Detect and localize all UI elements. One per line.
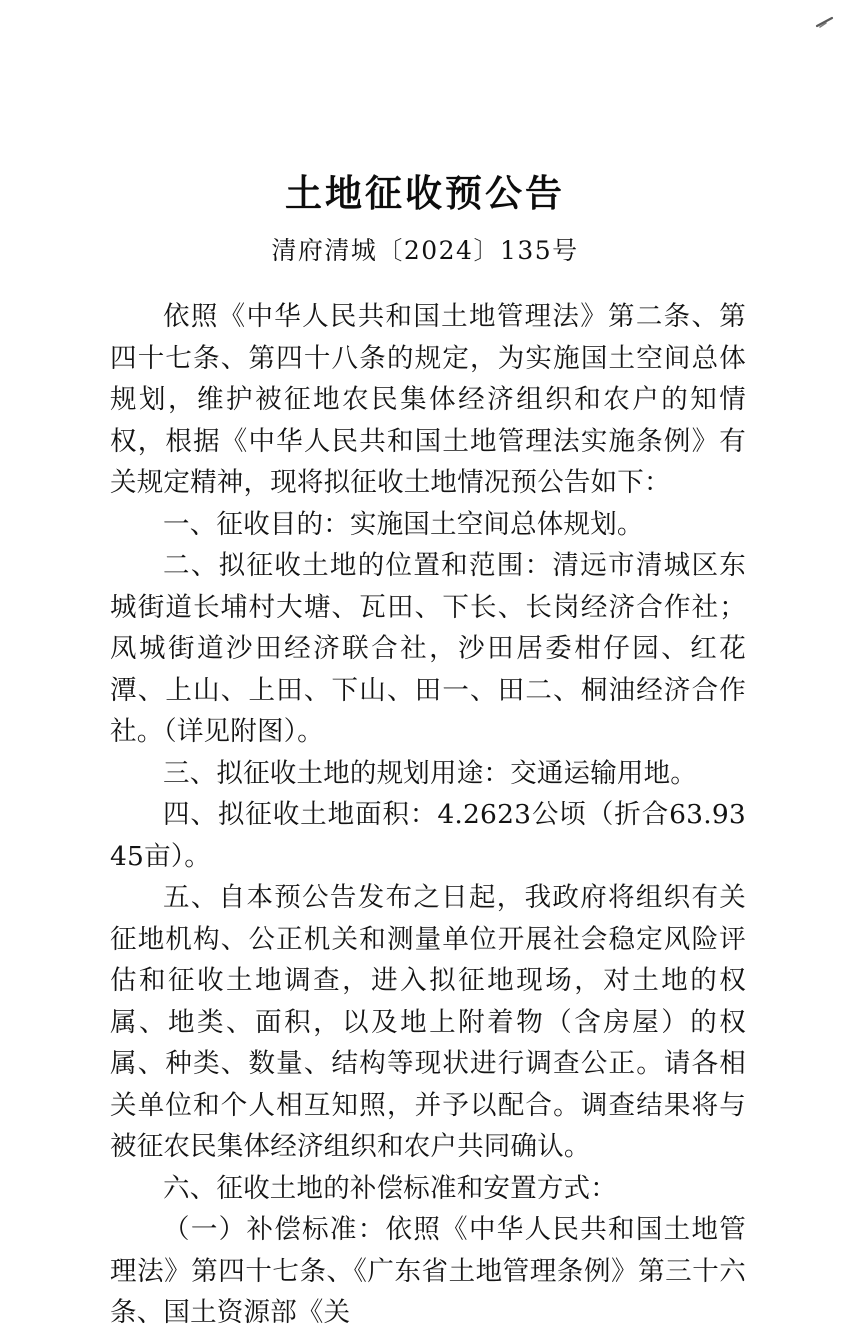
page-title: 土地征收预公告 xyxy=(285,170,565,215)
paragraph-section-five: 五、自本预公告发布之日起，我政府将组织有关征地机构、公正机关和测量单位开展社会稳定风险评估和征收土地调查，进入拟征地现场，对土地的权属、地类、面积，以及地上附着物（含房屋）的权属、种类、数量、结构等现状进行调查公正。请各相关单位和个人相互知照，并予以配合。调查结果将与被征农民集体经济组织和农户共同确认。 xyxy=(110,882,746,1162)
paragraph-section-four: 四、拟征收土地面积：4.2623公顷（折合63.9345亩）。 xyxy=(110,799,746,872)
scan-artifact-mark xyxy=(816,16,836,28)
paragraph-section-six: 六、征收土地的补偿标准和安置方式： xyxy=(163,1172,617,1204)
document-body xyxy=(110,296,746,1334)
document-number: 清府清城〔2024〕135号 xyxy=(271,236,579,265)
paragraph-section-two: 二、拟征收土地的位置和范围：清远市清城区东城街道长埔村大塘、瓦田、下长、长岗经济合作社；凤城街道沙田经济联合社，沙田居委柑仔园、红花潭、上山、上田、下山、田一、田二、桐油经济合作社。（详见附图）。 xyxy=(110,550,746,747)
paragraph-preamble: 依照《中华人民共和国土地管理法》第二条、第四十七条、第四十八条的规定，为实施国土空间总体规划，维护被征地农民集体经济组织和农户的知情权，根据《中华人民共和国土地管理法实施条例》有关规定精神，现将拟征收土地情况预公告如下： xyxy=(110,301,746,498)
paragraph-section-three: 三、拟征收土地的规划用途：交通运输用地。 xyxy=(163,757,697,789)
paragraph-section-one: 一、征收目的：实施国土空间总体规划。 xyxy=(163,508,644,540)
paragraph-section-six-item-one: （一）补偿标准：依照《中华人民共和国土地管理法》第四十七条、《广东省土地管理条例》第三十六条、国土资源部《关 xyxy=(110,1214,746,1328)
